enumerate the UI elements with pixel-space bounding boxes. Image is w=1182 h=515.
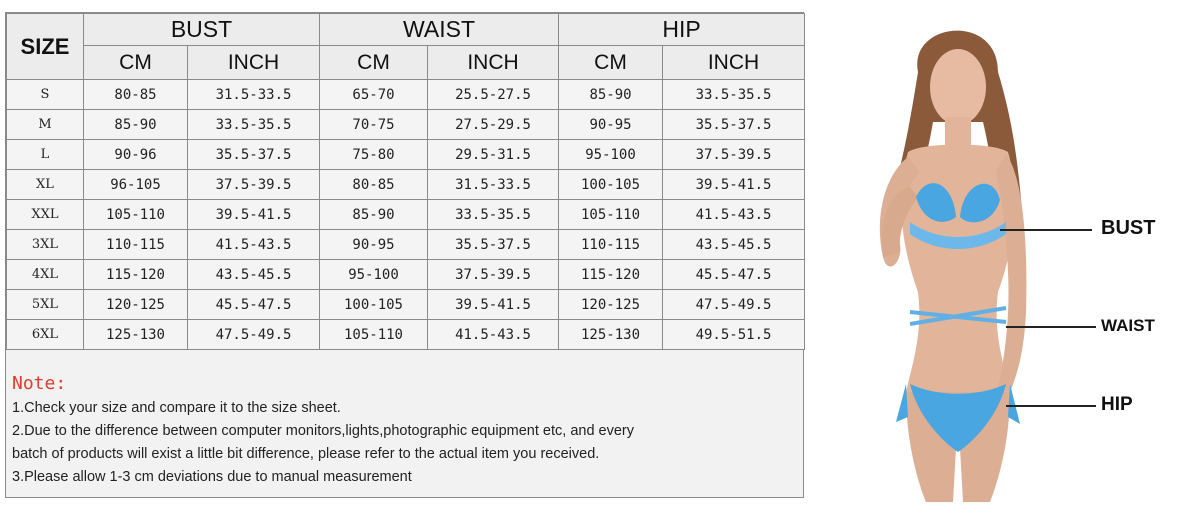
- table-cell: 31.5-33.5: [428, 170, 559, 200]
- table-cell: 115-120: [84, 260, 188, 290]
- table-cell: 80-85: [84, 80, 188, 110]
- size-header: SIZE: [7, 14, 84, 80]
- table-row: [7, 170, 805, 200]
- hip-label: HIP: [1101, 394, 1133, 415]
- size-cell: XL: [7, 170, 84, 200]
- note-title: Note:: [12, 373, 67, 394]
- table-cell: 45.5-47.5: [188, 290, 320, 320]
- table-cell: 43.5-45.5: [663, 230, 805, 260]
- bikini-tie: [896, 384, 908, 422]
- table-cell: 90-95: [320, 230, 428, 260]
- unit-header: INCH: [663, 46, 805, 80]
- unit-header: INCH: [428, 46, 559, 80]
- table-cell: 70-75: [320, 110, 428, 140]
- table-cell: 96-105: [84, 170, 188, 200]
- table-row: [7, 290, 805, 320]
- note-line: 1.Check your size and compare it to the size sheet.: [12, 400, 341, 416]
- table-cell: 39.5-41.5: [428, 290, 559, 320]
- table-cell: 75-80: [320, 140, 428, 170]
- table-cell: 33.5-35.5: [188, 110, 320, 140]
- size-chart: [5, 12, 804, 498]
- table-cell: 41.5-43.5: [428, 320, 559, 350]
- size-cell: 5XL: [7, 290, 84, 320]
- table-cell: 80-85: [320, 170, 428, 200]
- table-cell: 95-100: [320, 260, 428, 290]
- table-cell: 100-105: [559, 170, 663, 200]
- table-cell: 37.5-39.5: [188, 170, 320, 200]
- bust-header: BUST: [84, 14, 320, 46]
- table-cell: 37.5-39.5: [663, 140, 805, 170]
- bust-label: BUST: [1101, 217, 1156, 239]
- table-cell: 27.5-29.5: [428, 110, 559, 140]
- size-cell: M: [7, 110, 84, 140]
- table-cell: 33.5-35.5: [663, 80, 805, 110]
- table-cell: 125-130: [559, 320, 663, 350]
- table-cell: 35.5-37.5: [188, 140, 320, 170]
- bust-line: [1000, 229, 1092, 231]
- note-line: batch of products will exist a little bit difference, please refer to the actual item you received.: [12, 446, 600, 462]
- table-cell: 39.5-41.5: [663, 170, 805, 200]
- table-cell: 115-120: [559, 260, 663, 290]
- hip-line: [1006, 405, 1096, 407]
- table-cell: 33.5-35.5: [428, 200, 559, 230]
- table-cell: 45.5-47.5: [663, 260, 805, 290]
- notes-section: [6, 369, 803, 489]
- neck: [945, 117, 971, 147]
- size-cell: 6XL: [7, 320, 84, 350]
- face: [930, 49, 986, 125]
- hip-header: HIP: [559, 14, 805, 46]
- table-cell: 37.5-39.5: [428, 260, 559, 290]
- unit-header: CM: [84, 46, 188, 80]
- size-cell: 4XL: [7, 260, 84, 290]
- table-cell: 85-90: [320, 200, 428, 230]
- table-cell: 105-110: [84, 200, 188, 230]
- waist-header: WAIST: [320, 14, 559, 46]
- table-cell: 35.5-37.5: [428, 230, 559, 260]
- table-cell: 25.5-27.5: [428, 80, 559, 110]
- note-line: 2.Due to the difference between computer monitors,lights,photographic equipment etc, and every: [12, 423, 634, 439]
- table-cell: 90-95: [559, 110, 663, 140]
- unit-header: CM: [320, 46, 428, 80]
- table-cell: 31.5-33.5: [188, 80, 320, 110]
- table-cell: 49.5-51.5: [663, 320, 805, 350]
- table-row: [7, 200, 805, 230]
- table-cell: 110-115: [84, 230, 188, 260]
- table-cell: 41.5-43.5: [663, 200, 805, 230]
- table-cell: 100-105: [320, 290, 428, 320]
- bikini-tie: [1008, 384, 1020, 424]
- table-row: [7, 230, 805, 260]
- table-cell: 110-115: [559, 230, 663, 260]
- table-cell: 120-125: [84, 290, 188, 320]
- size-cell: L: [7, 140, 84, 170]
- unit-header: INCH: [188, 46, 320, 80]
- table-cell: 85-90: [559, 80, 663, 110]
- note-line: 3.Please allow 1-3 cm deviations due to manual measurement: [12, 469, 412, 485]
- table-row: [7, 140, 805, 170]
- table-cell: 85-90: [84, 110, 188, 140]
- table-row: [7, 320, 805, 350]
- table-cell: 125-130: [84, 320, 188, 350]
- table-row: [7, 260, 805, 290]
- model-illustration: [848, 12, 1058, 502]
- table-row: [7, 110, 805, 140]
- unit-header: CM: [559, 46, 663, 80]
- waist-line: [1006, 326, 1096, 328]
- torso: [901, 145, 1015, 393]
- table-cell: 35.5-37.5: [663, 110, 805, 140]
- size-cell: XXL: [7, 200, 84, 230]
- table-cell: 95-100: [559, 140, 663, 170]
- table-cell: 105-110: [559, 200, 663, 230]
- size-cell: S: [7, 80, 84, 110]
- table-cell: 29.5-31.5: [428, 140, 559, 170]
- table-cell: 120-125: [559, 290, 663, 320]
- table-cell: 105-110: [320, 320, 428, 350]
- table-cell: 39.5-41.5: [188, 200, 320, 230]
- table-cell: 90-96: [84, 140, 188, 170]
- waist-label: WAIST: [1101, 316, 1155, 335]
- size-cell: 3XL: [7, 230, 84, 260]
- table-cell: 65-70: [320, 80, 428, 110]
- table-cell: 43.5-45.5: [188, 260, 320, 290]
- table-cell: 47.5-49.5: [188, 320, 320, 350]
- table-row: [7, 80, 805, 110]
- size-table: [6, 13, 805, 350]
- table-cell: 41.5-43.5: [188, 230, 320, 260]
- table-cell: 47.5-49.5: [663, 290, 805, 320]
